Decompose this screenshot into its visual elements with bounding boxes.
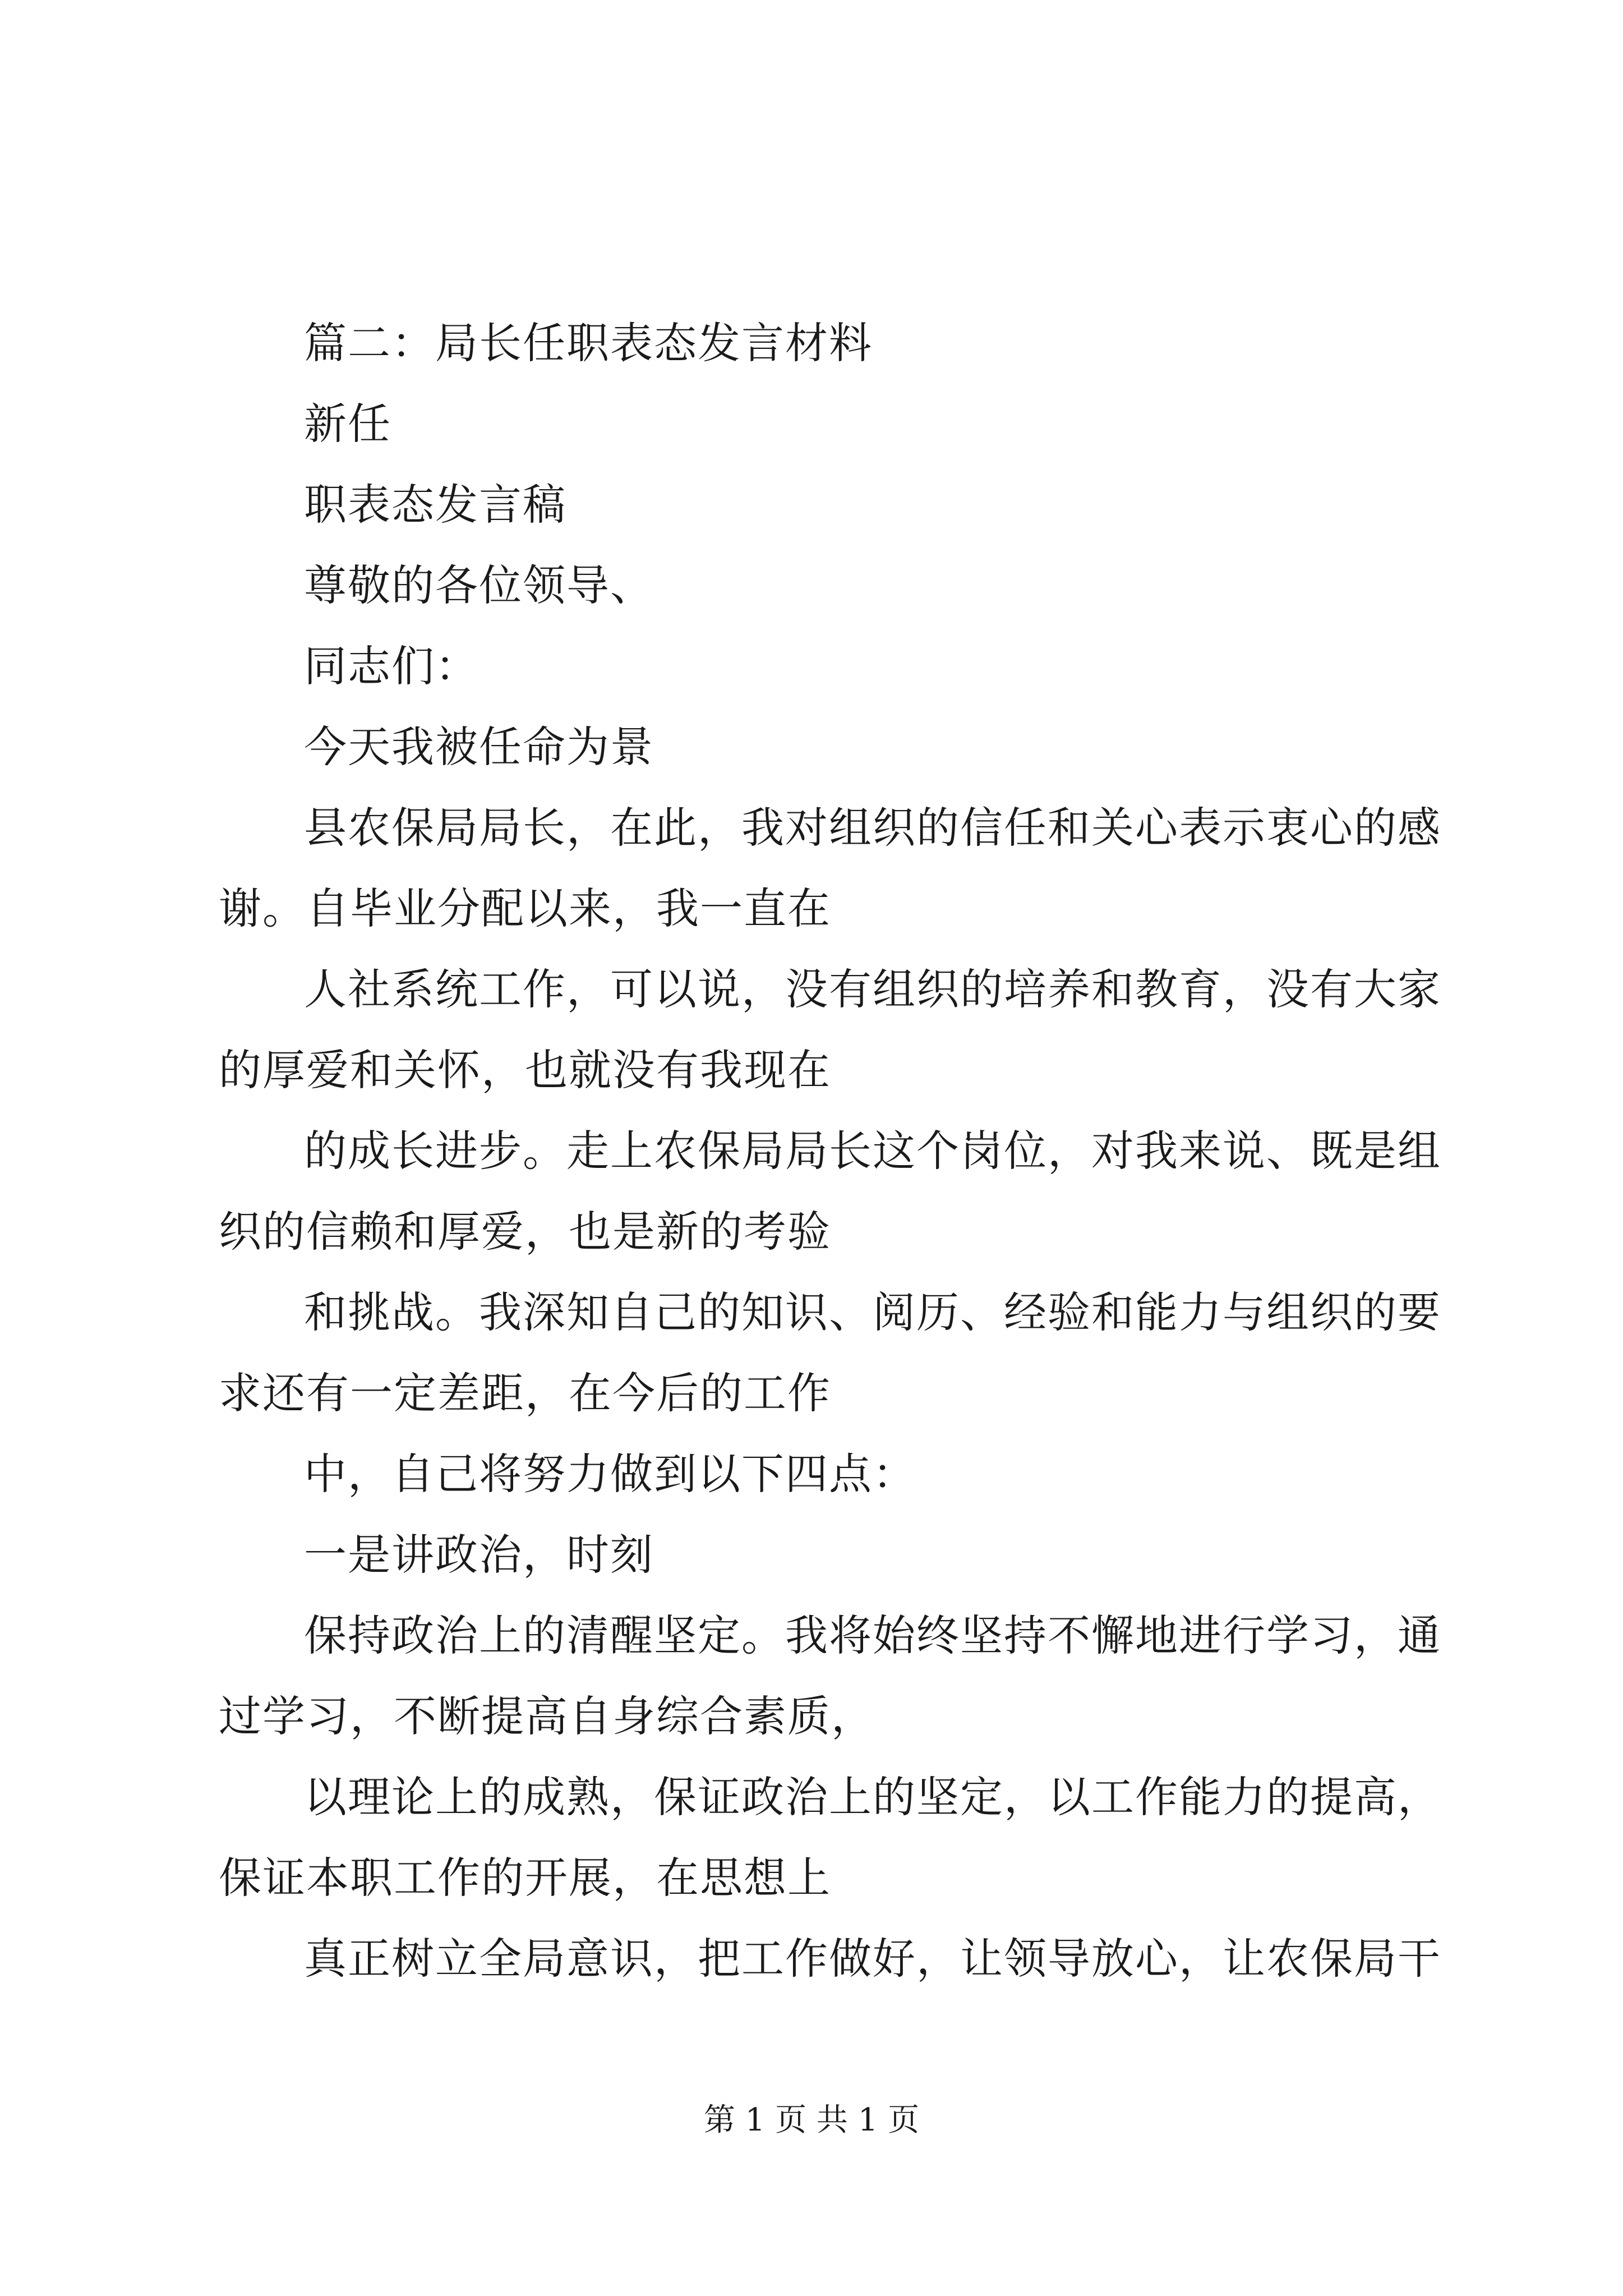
document-body <box>219 303 1441 1999</box>
text-line: 人社系统工作，可以说，没有组织的培养和教育，没有大家 <box>304 964 1441 1014</box>
text-line: 以理论上的成熟，保证政治上的坚定，以工作能力的提高， <box>304 1772 1441 1822</box>
text-line: 同志们： <box>304 641 479 691</box>
text-line: 中，自己将努力做到以下四点： <box>304 1449 916 1499</box>
text-line: 新任 <box>304 399 391 449</box>
text-line: 的厚爱和关怀，也就没有我现在 <box>219 1045 831 1095</box>
text-line: 保持政治上的清醒坚定。我将始终坚持不懈地进行学习，通 <box>304 1611 1441 1660</box>
text-line: 尊敬的各位领导、 <box>304 560 654 610</box>
page-footer: 第 1 页 共 1 页 <box>703 2102 920 2138</box>
text-line: 织的信赖和厚爱，也是新的考验 <box>219 1207 831 1257</box>
text-line: 和挑战。我深知自己的知识、阅历、经验和能力与组织的要 <box>304 1287 1441 1337</box>
text-line: 真正树立全局意识，把工作做好，让领导放心，让农保局干 <box>304 1934 1441 1984</box>
text-line: 篇二：局长任职表态发言材料 <box>304 318 873 368</box>
text-line: 保证本职工作的开展，在思想上 <box>219 1853 831 1903</box>
text-line: 求还有一定差距，在今后的工作 <box>219 1368 831 1418</box>
text-line: 的成长进步。走上农保局局长这个岗位，对我来说、既是组 <box>304 1126 1441 1176</box>
text-line: 职表态发言稿 <box>304 480 566 530</box>
text-line: 谢。自毕业分配以来，我一直在 <box>219 884 831 933</box>
text-line: 过学习，不断提高自身综合素质， <box>219 1691 875 1741</box>
text-line: 县农保局局长，在此，我对组织的信任和关心表示衷心的感 <box>304 803 1441 853</box>
text-line: 今天我被任命为景 <box>304 722 654 772</box>
text-line: 一是讲政治，时刻 <box>304 1530 654 1580</box>
